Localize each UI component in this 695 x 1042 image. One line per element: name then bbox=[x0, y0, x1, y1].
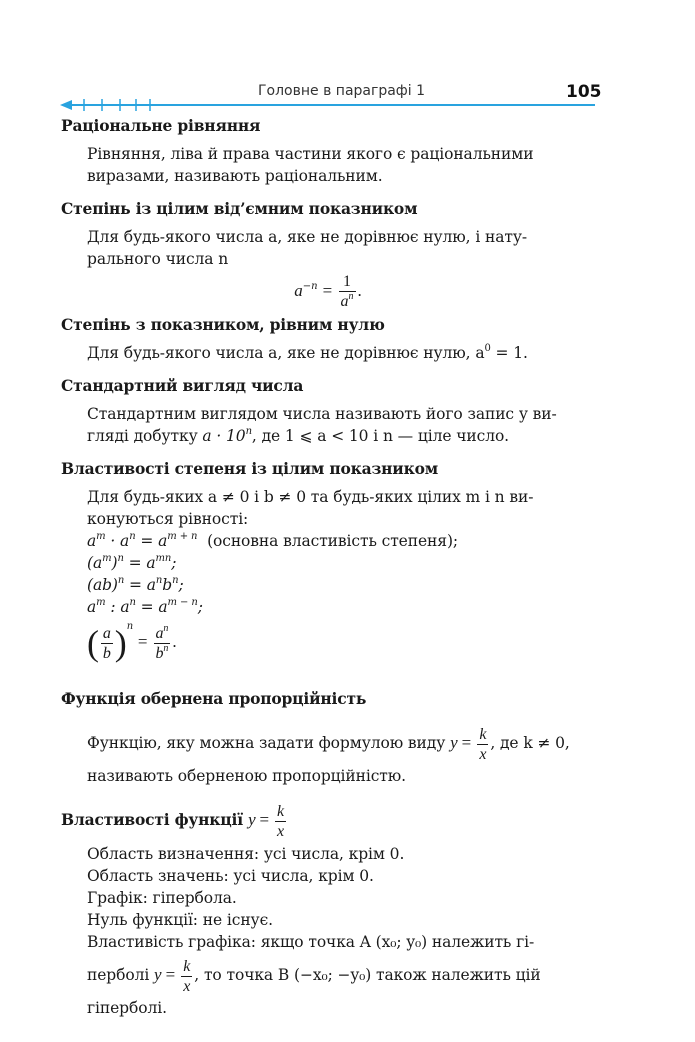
negative-exponent-line1: Для будь-якого числа a, яке не дорівнює нулю, і нату- bbox=[87, 228, 528, 246]
function-domain: Область визначення: усі числа, крім 0. bbox=[87, 845, 405, 863]
function-graph-property-line1: Властивість графіка: якщо точка A (x₀; y₀) належить гі- bbox=[87, 933, 535, 951]
zero-exponent-text: Для будь-якого числа a, яке не дорівнює нулю, $a^0 = 1$. bbox=[87, 343, 528, 362]
function-zero: Нуль функції: не існує. bbox=[87, 911, 273, 929]
running-title: Головне в параграфі 1 bbox=[258, 83, 426, 99]
rational-equation-line2: виразами, називають раціональним. bbox=[87, 167, 383, 185]
function-graph-property-line3: гіперболі. bbox=[87, 999, 167, 1017]
exponent-properties-line2: конуються рівності: bbox=[87, 510, 249, 528]
heading-exponent-properties: Властивості степеня із цілим показником bbox=[61, 459, 438, 478]
function-graph: Графік: гіпербола. bbox=[87, 889, 237, 907]
standard-form-line1: Стандартним виглядом числа називають його запис у ви- bbox=[87, 405, 557, 423]
negative-exponent-line2: рального числа n bbox=[87, 250, 229, 268]
inverse-proportion-line2: називають оберненою пропорційністю. bbox=[87, 767, 406, 785]
heading-rational-equation: Раціональне рівняння bbox=[61, 116, 261, 135]
header-arrow-rule bbox=[60, 97, 595, 113]
rational-equation-line1: Рівняння, ліва й права частини якого є раціональними bbox=[87, 145, 534, 163]
heading-zero-exponent: Степінь з показником, рівним нулю bbox=[61, 315, 385, 334]
function-range: Область значень: усі числа, крім 0. bbox=[87, 867, 374, 885]
heading-standard-form: Стандартний вигляд числа bbox=[61, 376, 304, 395]
heading-function-properties: Властивості функції y = $\frac{k}{x}$ bbox=[61, 802, 284, 840]
negative-exponent-formula: $a^{-n}$ = $\frac{1}{a^n}$ . bbox=[294, 273, 362, 310]
property-product-power: $(ab)^n = a^nb^n$; bbox=[87, 575, 184, 594]
inverse-proportion-line1: Функцію, яку можна задати формулою виду y = $\frac{k}{x}$ , де k ≠ 0, bbox=[87, 725, 570, 763]
heading-inverse-proportion: Функція обернена пропорційність bbox=[61, 689, 367, 708]
exponent-properties-line1: Для будь-яких a ≠ 0 і b ≠ 0 та будь-яких цілих m і n ви- bbox=[87, 488, 534, 506]
heading-negative-exponent: Степінь із цілим від’ємним показником bbox=[61, 199, 418, 218]
page-number: 105 bbox=[566, 82, 602, 102]
property-power: $(a^m)^n = a^{mn}$; bbox=[87, 553, 177, 572]
standard-form-line2: гляді добутку $a \cdot 10^n$, де 1 ⩽ a < 10 і n — ціле число. bbox=[87, 426, 510, 445]
property-product: $a^m \cdot a^n = a^{m + n}$ (основна властивість степеня); bbox=[87, 531, 459, 550]
property-fraction-power: ( $\frac{a}{b}$ )$^n$ = $\frac{a^n}{b^n}$ . bbox=[87, 621, 177, 663]
summary-content bbox=[61, 114, 595, 1019]
property-quotient: $a^m$ : $a^n = a^{m - n}$; bbox=[87, 597, 203, 616]
function-graph-property-line2: перболі y = $\frac{k}{x}$ , то точка B (−x₀; −y₀) також належить цій bbox=[87, 957, 541, 995]
